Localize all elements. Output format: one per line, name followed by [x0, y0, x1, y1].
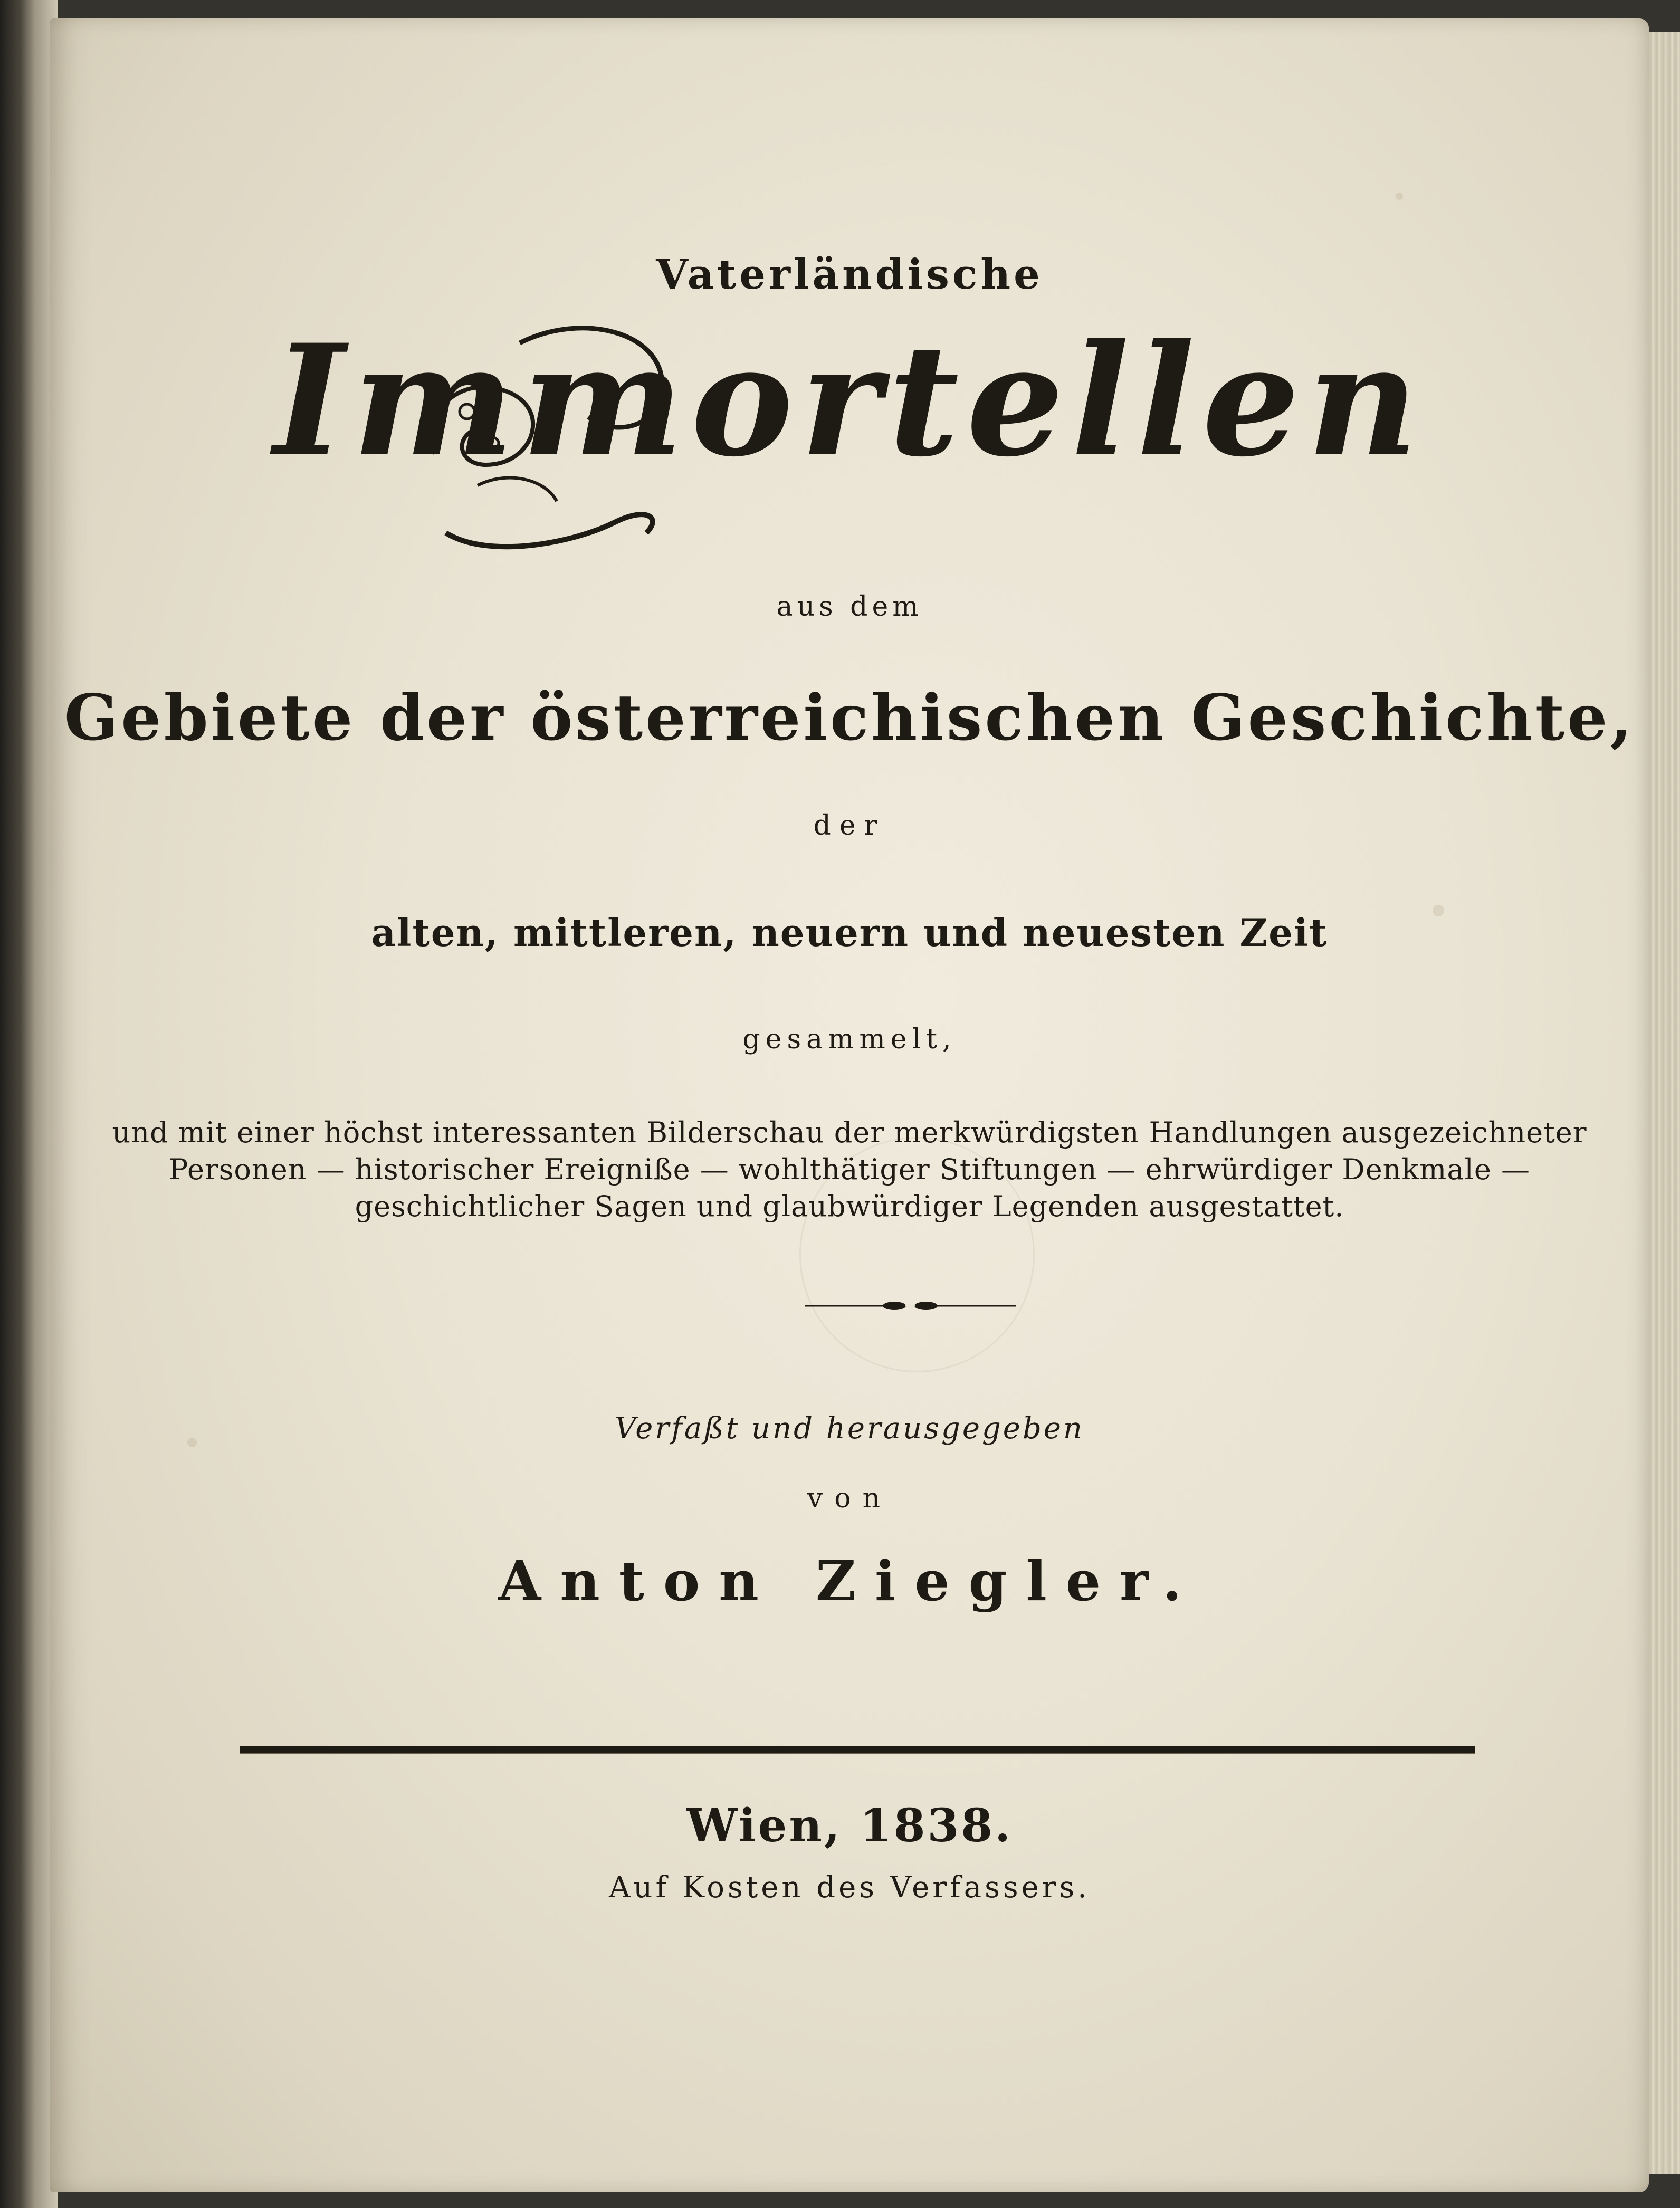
title-kicker: Vaterländische	[656, 251, 1043, 299]
line-verfasst: Verfaßt und herausgegeben	[614, 1411, 1084, 1446]
ornamental-divider	[805, 1298, 1016, 1314]
author-name: Anton Ziegler.	[498, 1549, 1201, 1613]
place-year: Wien, 1838.	[686, 1799, 1013, 1852]
title-page	[50, 18, 1649, 2192]
horizontal-rule	[240, 1746, 1475, 1754]
line-von: von	[807, 1483, 892, 1514]
line-gesammelt: gesammelt,	[742, 1024, 957, 1055]
book-spine	[0, 0, 58, 2208]
main-title: Immortellen	[273, 311, 1426, 491]
description-line-3: geschichtlicher Sagen und glaubwürdiger Legenden ausgestattet.	[355, 1190, 1344, 1223]
subtitle: Gebiete der österreichischen Geschichte,	[64, 681, 1635, 755]
line-aus-dem: aus dem	[776, 591, 923, 623]
line-der: der	[813, 810, 886, 842]
publisher-line: Auf Kosten des Verfassers.	[608, 1870, 1091, 1905]
description-line-1: und mit einer höchst interessanten Bilderschau der merkwürdigsten Handlungen ausgezeichneter	[112, 1116, 1587, 1149]
main-title-block	[50, 311, 1649, 554]
epochs-line: alten, mittleren, neuern und neuesten Zeit	[371, 910, 1328, 955]
description-line-2: Personen — historischer Ereigniße — wohlthätiger Stiftungen — ehrwürdiger Denkmale —	[169, 1153, 1530, 1186]
